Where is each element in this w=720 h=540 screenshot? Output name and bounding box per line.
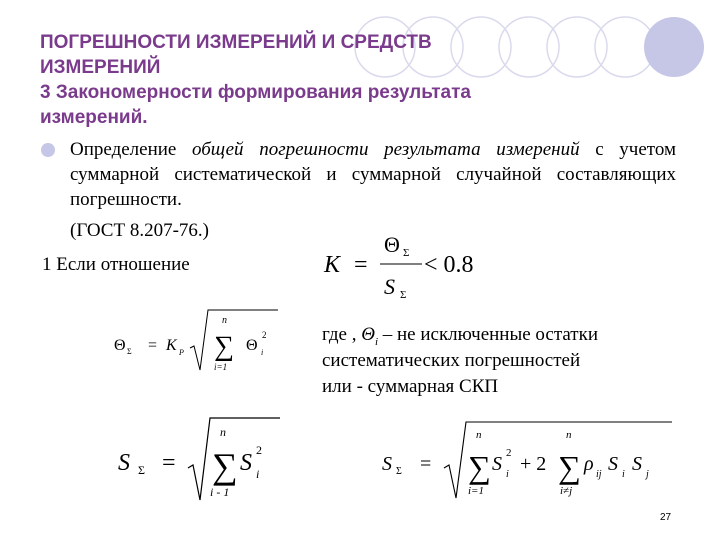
where-suffix: – не исключенные остатки xyxy=(378,324,598,345)
s2-sum2-sign: ∑ xyxy=(558,449,581,485)
s2-term1-power: 2 xyxy=(506,447,512,459)
condition-text: 1 Если отношение xyxy=(42,254,190,275)
page-number: 27 xyxy=(660,512,672,523)
where-line-2: систематических погрешностей xyxy=(322,350,581,371)
s2-sum1-sign: ∑ xyxy=(468,449,491,485)
s2-sum1-bottom: i=1 xyxy=(468,485,484,497)
where-explanation xyxy=(322,322,682,400)
s2-eq: = xyxy=(420,453,432,475)
s2-sum1-top: n xyxy=(476,429,482,441)
theta-term-sub: i xyxy=(261,348,264,357)
theta-term-power: 2 xyxy=(262,330,267,340)
theta-formula xyxy=(110,306,290,378)
title-line-3: 3 Закономерности формирования результата xyxy=(40,82,471,103)
s2-rho: ρ xyxy=(584,453,594,475)
definition-suffix: с учетом суммарной систематической и суммарной случайной составляющих погрешности. xyxy=(70,139,676,210)
theta-eq: = xyxy=(148,337,158,354)
theta-lhs: Θ xyxy=(114,337,126,354)
s-lhs: S xyxy=(118,450,130,476)
theta-sum-top: n xyxy=(222,315,227,326)
s-term-power: 2 xyxy=(256,443,262,457)
s2-sum2-bottom: i≠j xyxy=(560,485,573,497)
ratio-denominator: S xyxy=(384,274,395,299)
s2-sj-sub: j xyxy=(646,469,649,480)
where-prefix: где , xyxy=(322,324,362,345)
title-line-4: измерений. xyxy=(40,107,148,128)
s-lhs-sub: Σ xyxy=(138,463,145,477)
theta-sum-bottom: i=1 xyxy=(214,362,228,372)
theta-sum-sign: ∑ xyxy=(214,331,234,362)
s-term: S xyxy=(240,450,252,476)
bullet-dot xyxy=(41,143,55,157)
where-line-3: или - суммарная СКП xyxy=(322,376,499,397)
ratio-numerator: Θ xyxy=(384,232,400,257)
definition-paragraph xyxy=(70,137,676,212)
ratio-k: K xyxy=(324,252,341,278)
title-line-2: ИЗМЕРЕНИЙ xyxy=(40,57,161,78)
theta-term: Θ xyxy=(246,337,258,354)
s-sum-bottom: i - 1 xyxy=(210,485,230,499)
where-symbol-sub: i xyxy=(374,335,378,348)
where-line-1 xyxy=(322,322,682,348)
where-symbol: Θ xyxy=(361,324,375,345)
gost-reference: (ГОСТ 8.207-76.) xyxy=(70,220,209,241)
s-sum-top: n xyxy=(220,425,226,439)
s2-sum2-top: n xyxy=(566,429,572,441)
definition-prefix: Определение xyxy=(70,139,192,160)
theta-lhs-sub: Σ xyxy=(127,347,132,356)
ratio-num-sub: Σ xyxy=(403,247,410,259)
s-sum-sign: ∑ xyxy=(212,446,238,486)
s2-plus-two: + 2 xyxy=(520,453,547,475)
theta-sqrt xyxy=(190,310,278,370)
s-eq: = xyxy=(162,450,176,476)
ratio-eq: = xyxy=(354,252,368,278)
ratio-formula xyxy=(318,222,518,302)
s2-term1-sub: i xyxy=(506,469,509,480)
s2-si-sub: i xyxy=(622,469,625,480)
ratio-den-sub: Σ xyxy=(400,289,407,301)
ratio-lt: < 0.8 xyxy=(424,252,474,278)
s-term-sub: i xyxy=(256,467,260,481)
s2-lhs: S xyxy=(382,453,392,475)
definition-term: общей погрешности результата измерений xyxy=(192,139,580,160)
s2-si: S xyxy=(608,453,618,475)
s-sigma-correlated-formula xyxy=(380,416,680,504)
s2-rho-sub: ij xyxy=(596,469,602,480)
theta-k-sub: P xyxy=(179,348,184,357)
s-sigma-formula xyxy=(116,412,286,508)
title-line-1: ПОГРЕШНОСТИ ИЗМЕРЕНИЙ И СРЕДСТВ xyxy=(40,32,432,53)
s2-sj: S xyxy=(632,453,642,475)
slide-title xyxy=(40,30,640,130)
s2-term1: S xyxy=(492,453,502,475)
theta-k: K xyxy=(166,337,177,354)
s2-lhs-sub: Σ xyxy=(396,466,402,477)
